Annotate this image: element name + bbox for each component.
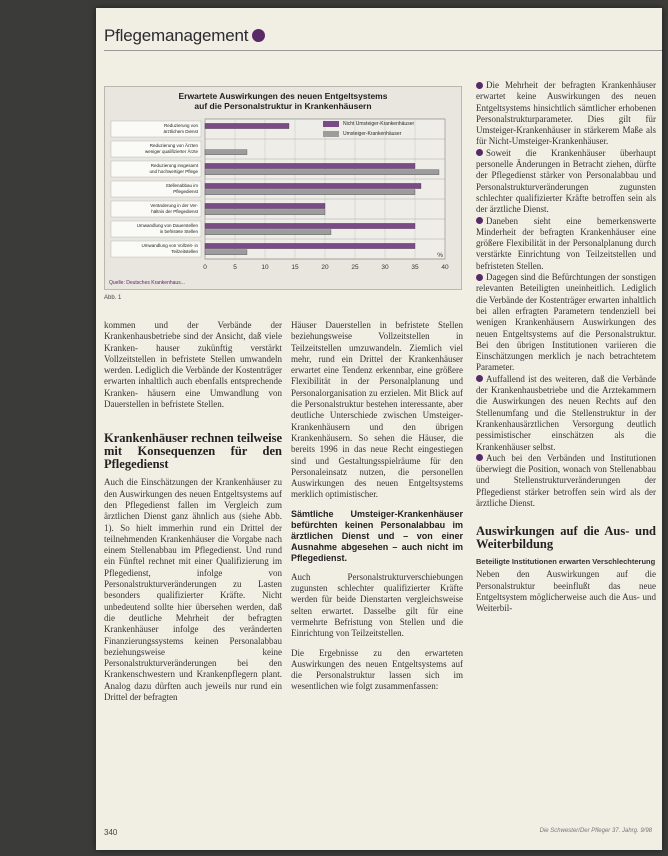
section-title: Pflegemanagement	[104, 26, 249, 45]
bar	[205, 150, 247, 155]
category-label: Teilzeitstellen	[171, 249, 198, 254]
chart-source: Quelle: Deutsches Krankenhaus...	[109, 280, 185, 286]
page-number: 340	[104, 828, 118, 837]
bar	[205, 210, 325, 215]
category-label: Umwandlung von Dauerstellen	[136, 223, 198, 228]
legend-swatch	[323, 131, 339, 137]
legend-swatch	[323, 121, 339, 127]
bullet-paragraph: Die Mehrheit der befragten Krankenhäuser erwartet keine Auswirkungen des neuen Entgeltsystems hinsichtlich sämtlicher erhobenen Personalstrukturparameter. Dies gilt für Umsteiger-Krankenhäuser in stärkerem Maße als für Nicht-Umsteiger-Krankenhäuser.	[476, 80, 656, 147]
bullet-icon	[476, 454, 483, 461]
category-label: Reduzierung von Ärzten	[149, 143, 198, 148]
header-rule	[104, 50, 662, 51]
category-label: und hochwertiger Pflege	[149, 169, 198, 174]
x-tick-label: 30	[381, 264, 389, 271]
bullet-paragraph: Auch bei den Verbänden und Institutionen überwiegt die Position, wonach von Stellenabbau und Stellenstrukturveränderungen der Pflegedienst stärker betroffen sein wird als der ärztliche Dienst.	[476, 452, 656, 508]
bullet-paragraph: Soweit die Krankenhäuser überhaupt personelle Änderungen in Betracht ziehen, dürfte der Pflegedienst stärker von Personalabbau und Personalstrukturveränderungen zugunsten schlechter qualifizierter Kräfte betroffen sein als der ärztliche Dienst.	[476, 147, 656, 215]
paragraph: Häuser Dauerstellen in befristete Stellen beziehungsweise Vollzeitstellen in Teilzeitstellen umzuwandeln. Ziemlich viel mehr, rund ein Drittel der Krankenhäuser erwartet eine Tendenz erkennbar, eine größere Flexibilität in der Personalplanung und Personalorganisation zu erzielen. Mit Blick auf die Personalstruktur bestehen interessante, aber deutliche Unterschiede zwischen Umsteiger-Krankenhäusern und den übrigen Krankenhäusern. So sehen die Häuser, die bereits 1996 in das neue Recht eingestiegen sind und Gestaltungsspielräume für den Personaleinsatz nutzen, die personellen Auswirkungen des neuen Entgeltsystems merklich optimistischer.	[291, 320, 463, 500]
section-heading: Krankenhäuser rechnen teilweise mit Konsequenzen für den Pflegedienst	[104, 431, 283, 472]
section-header	[104, 26, 265, 46]
paragraph: Neben den Auswirkungen auf die Personalstruktur beeinflußt das neue Entgeltsystem möglicherweise auch die Aus- und Weiterbil-	[476, 569, 656, 614]
paragraph: kommen und der Verbände der Krankenhausbetriebe sind der Ansicht, daß viele Kranken- hauser zukünftig verstärkt Vollzeitstellen in befristete Stellen umwandeln werden. Lediglich die Verbände der Kostenträger erwarten inhaltlich auch ebenfalls entsprechende Kranken- häusern eine Umwandlung von Dauerstellen in befristete Stellen.	[104, 320, 282, 410]
legend-label: Nicht Umsteiger-Krankenhäuser	[343, 121, 415, 127]
text-column-2	[291, 320, 463, 693]
bullet-paragraph: Auffallend ist des weiteren, daß die Verbände der Krankenhausbetriebe und die Arztekammern die Auswirkungen des neuen Rechts auf den Stellenumfang und die Stellenstruktur in der Krankenhausärztlichen Versorgung deutlich pessimistischer einschätzen als die Krankenhäuser selbst.	[476, 373, 656, 452]
unit-label: %	[437, 252, 443, 259]
category-label: in befristete Stellen	[159, 229, 198, 234]
magazine-page	[96, 8, 662, 850]
category-label: Reduzierung insgesamt	[150, 163, 198, 168]
category-label: hältnis der Pflegedienst	[151, 209, 198, 214]
bar	[205, 123, 289, 128]
bullet-icon	[476, 375, 483, 382]
category-label: ärztlichem Dienst	[163, 129, 198, 134]
bar	[205, 163, 415, 168]
text-column-1	[104, 320, 282, 703]
pull-quote: Sämtliche Umsteiger-Krankenhäuser befürchten keinen Personalabbau im ärztlichen Dienst und – von einer Ausnahme abgesehen – auch nicht im Pflegedienst.	[291, 508, 463, 563]
paragraph: Auch die Einschätzungen der Krankenhäuser zu den Auswirkungen des neuen Entgeltsystems auf den Pflegedienst fallen im Vergleich zum ärztlichen Dienst ganz ähnlich aus (siehe Abb. 1). So hielt immerhin rund ein Drittel der teilnehmenden Krankenhäuser die Vorgabe nach einem Stellenabbau im Pflegedienst. Und rund ein Fünftel rechnet mit einer Qualifizierung im Pflegedienst, infolge von Personalstrukturveränderungen zu Lasten besonders qualifizierter Kräfte. Nicht unbedeutend sollte hier übersehen werden, daß die deutliche Mehrheit der befragten Krankenhäuser infolge des veränderten Finanzierungssystems keinen Personalabbau beziehungsweise keine Personalstrukturveränderungen bei den Krankenschwestern und Krankenpflegern plant. Analog dazu dürften auch jeweils nur rund ein Drittel der befragten	[104, 477, 282, 703]
bullet-icon	[476, 82, 483, 89]
bullet-icon	[476, 274, 483, 281]
category-label: weniger qualifizierter Ärzte	[144, 149, 198, 154]
section-heading: Auswirkungen auf die Aus- und Weiterbildung	[476, 524, 656, 552]
bar-chart	[104, 86, 462, 290]
bullet-paragraph: Daneben sieht eine bemerkenswerte Minderheit der befragten Krankenhäuser eine größere Flexibilität in der Personalplanung durch verstärkte Einrichtung von Teilzeitstellen und befristeten Stellen.	[476, 215, 656, 271]
chart-plot	[105, 87, 461, 289]
category-label: Veränderung in der Ver-	[150, 203, 198, 208]
chart-title-line-2: auf die Personalstruktur in Krankenhäusern	[194, 101, 372, 111]
text-column-3	[476, 80, 656, 614]
category-label: Pflegedienst	[173, 189, 198, 194]
chart-title-line-1: Erwartete Auswirkungen des neuen Entgeltsystems	[178, 91, 388, 101]
bar	[205, 190, 415, 195]
legend-label: Umsteiger-Krankenhäuser	[343, 131, 402, 137]
legend-item	[323, 121, 457, 127]
bullet-icon	[476, 217, 483, 224]
paragraph: Die Ergebnisse zu den erwarteten Auswirkungen des neuen Entgeltsystems auf die Personalstruktur lassen sich im wesentlichen wie folgt zusammenfassen:	[291, 647, 463, 692]
bar	[205, 243, 415, 248]
bullet-icon	[476, 149, 483, 156]
bar	[205, 203, 325, 208]
x-tick-label: 10	[261, 264, 269, 271]
legend-item	[323, 131, 457, 137]
figure-caption: Abb. 1	[104, 295, 122, 301]
x-tick-label: 25	[351, 264, 359, 271]
bar	[205, 223, 415, 228]
bullet-paragraph: Dagegen sind die Befürchtungen der sonstigen relevanten Beteiligten uneinheitlich. Lediglich die Verbände der Kostenträger erwarten inhaltlich bei allen erfragten Parametern tendenziell bei wenigen Krankenhäusern Auswirkungen des neuen Entgeltsystems auf die Personalstruktur. Bei den übrigen Institutionen variieren die Einschätzungen merklich je nach betrachtetem Parameter.	[476, 272, 656, 373]
x-tick-label: 20	[321, 264, 329, 271]
category-label: Umwandlung von Vollzeit- in	[141, 243, 198, 248]
paragraph: Auch Personalstrukturverschiebungen zugunsten schlechter qualifizierter Kräfte werden für beide Dienstarten vergleichsweise selten erwartet. Dasselbe gilt für eine vermehrte Befristung von Stellen und die Einrichtung von Teilzeitstellen.	[291, 571, 463, 639]
bullet-dot-icon	[252, 29, 265, 42]
category-label: Stellenabbau im	[165, 183, 198, 188]
bar	[205, 170, 439, 175]
chart-legend	[323, 121, 457, 141]
x-tick-label: 40	[441, 264, 449, 271]
bar	[205, 183, 421, 188]
x-tick-label: 35	[411, 264, 419, 271]
category-label: Reduzierung von	[163, 123, 198, 128]
x-tick-label: 5	[233, 264, 237, 271]
x-tick-label: 15	[291, 264, 299, 271]
bar	[205, 230, 331, 235]
bar	[205, 250, 247, 255]
sub-heading: Beteiligte Institutionen erwarten Verschlechterung	[476, 557, 656, 567]
journal-footer: Die Schwester/Der Pfleger 37. Jahrg. 9/98	[539, 828, 652, 834]
x-tick-label: 0	[203, 264, 207, 271]
